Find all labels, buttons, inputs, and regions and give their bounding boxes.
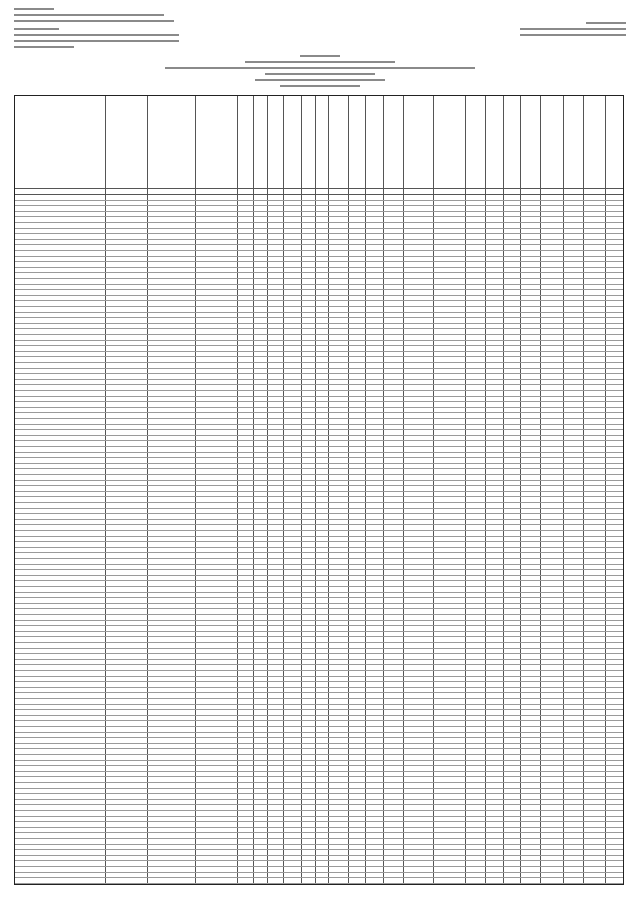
table-row bbox=[15, 592, 623, 593]
table-row bbox=[15, 317, 623, 318]
table-row bbox=[15, 256, 623, 257]
table-row bbox=[15, 519, 623, 520]
table-row bbox=[15, 866, 623, 867]
table-row bbox=[15, 384, 623, 385]
table-row bbox=[15, 732, 623, 733]
header-left-line bbox=[14, 28, 59, 30]
table-row bbox=[15, 692, 623, 693]
header-left bbox=[14, 8, 184, 52]
table-row bbox=[15, 558, 623, 559]
table-row bbox=[15, 334, 623, 335]
table-row bbox=[15, 760, 623, 761]
table-row bbox=[15, 452, 623, 453]
table-row bbox=[15, 300, 623, 301]
table-row bbox=[15, 804, 623, 805]
header-left-line bbox=[14, 40, 179, 42]
table-row bbox=[15, 468, 623, 469]
table-row bbox=[15, 446, 623, 447]
table-row bbox=[15, 295, 623, 296]
table-row bbox=[15, 323, 623, 324]
table-row bbox=[15, 513, 623, 514]
table-row bbox=[15, 306, 623, 307]
table-row bbox=[15, 765, 623, 766]
table-row bbox=[15, 547, 623, 548]
table-row bbox=[15, 261, 623, 262]
table-row bbox=[15, 564, 623, 565]
table-row bbox=[15, 653, 623, 654]
table-row bbox=[15, 541, 623, 542]
title-line bbox=[300, 55, 340, 57]
column-number-rule bbox=[15, 194, 623, 195]
table-row bbox=[15, 373, 623, 374]
table-row bbox=[15, 681, 623, 682]
table-row bbox=[15, 233, 623, 234]
table-row bbox=[15, 737, 623, 738]
table-row bbox=[15, 351, 623, 352]
table-row bbox=[15, 424, 623, 425]
table-row bbox=[15, 502, 623, 503]
table-row bbox=[15, 328, 623, 329]
table-row bbox=[15, 250, 623, 251]
table-row bbox=[15, 648, 623, 649]
table-row bbox=[15, 440, 623, 441]
table-row bbox=[15, 524, 623, 525]
title-line bbox=[245, 61, 395, 63]
table-row bbox=[15, 664, 623, 665]
table-row bbox=[15, 569, 623, 570]
table-row bbox=[15, 418, 623, 419]
table-row bbox=[15, 244, 623, 245]
table-row bbox=[15, 810, 623, 811]
table-row bbox=[15, 362, 623, 363]
table-row bbox=[15, 748, 623, 749]
table-row bbox=[15, 575, 623, 576]
table-row bbox=[15, 239, 623, 240]
table-row bbox=[15, 463, 623, 464]
table-row bbox=[15, 799, 623, 800]
table-row bbox=[15, 580, 623, 581]
header-left-line bbox=[14, 20, 174, 22]
table-row bbox=[15, 356, 623, 357]
table-row bbox=[15, 832, 623, 833]
table-row bbox=[15, 536, 623, 537]
table-row bbox=[15, 614, 623, 615]
table-row bbox=[15, 312, 623, 313]
table-row bbox=[15, 704, 623, 705]
table-row bbox=[15, 289, 623, 290]
title-line bbox=[255, 79, 385, 81]
table-row bbox=[15, 860, 623, 861]
header-bottom-rule bbox=[15, 188, 623, 189]
table-row bbox=[15, 267, 623, 268]
table-row bbox=[15, 883, 623, 884]
table-row bbox=[15, 474, 623, 475]
header-right-line bbox=[520, 34, 626, 36]
table-row bbox=[15, 480, 623, 481]
header-left-line bbox=[14, 8, 54, 10]
table-row bbox=[15, 496, 623, 497]
table-row bbox=[15, 821, 623, 822]
table-row bbox=[15, 844, 623, 845]
table-row bbox=[15, 726, 623, 727]
table-row bbox=[15, 228, 623, 229]
table-row bbox=[15, 278, 623, 279]
table-row bbox=[15, 771, 623, 772]
table-row bbox=[15, 284, 623, 285]
table-row bbox=[15, 491, 623, 492]
table-row bbox=[15, 676, 623, 677]
table-row bbox=[15, 457, 623, 458]
table-row bbox=[15, 827, 623, 828]
table-row bbox=[15, 530, 623, 531]
header-left-line bbox=[14, 34, 179, 36]
header-right-line bbox=[520, 28, 626, 30]
table-row bbox=[15, 340, 623, 341]
table-row bbox=[15, 603, 623, 604]
table-row bbox=[15, 608, 623, 609]
title-line bbox=[280, 85, 360, 87]
table-row bbox=[15, 508, 623, 509]
table-row bbox=[15, 636, 623, 637]
table-row bbox=[15, 793, 623, 794]
table-row bbox=[15, 435, 623, 436]
table-row bbox=[15, 782, 623, 783]
table-row bbox=[15, 211, 623, 212]
table-row bbox=[15, 216, 623, 217]
table-row bbox=[15, 429, 623, 430]
header-left-line bbox=[14, 14, 164, 16]
table-row bbox=[15, 838, 623, 839]
table-row bbox=[15, 272, 623, 273]
table-row bbox=[15, 485, 623, 486]
table-row bbox=[15, 709, 623, 710]
header-right-line bbox=[586, 22, 626, 24]
table-row bbox=[15, 205, 623, 206]
table-row bbox=[15, 715, 623, 716]
table-row bbox=[15, 620, 623, 621]
table-row bbox=[15, 687, 623, 688]
table-row bbox=[15, 776, 623, 777]
table-row bbox=[15, 849, 623, 850]
table-row bbox=[15, 698, 623, 699]
table-row bbox=[15, 720, 623, 721]
table-row bbox=[15, 642, 623, 643]
header-right bbox=[520, 22, 626, 40]
table-row bbox=[15, 788, 623, 789]
table-row bbox=[15, 743, 623, 744]
title-line bbox=[265, 73, 375, 75]
table-row bbox=[15, 625, 623, 626]
table-row bbox=[15, 396, 623, 397]
table-row bbox=[15, 407, 623, 408]
table-row bbox=[15, 877, 623, 878]
title-line bbox=[165, 67, 475, 69]
table-row bbox=[15, 345, 623, 346]
table-row bbox=[15, 597, 623, 598]
table-row bbox=[15, 670, 623, 671]
table-row bbox=[15, 872, 623, 873]
table-row bbox=[15, 368, 623, 369]
table-row bbox=[15, 401, 623, 402]
form-table bbox=[14, 95, 624, 885]
table-row bbox=[15, 552, 623, 553]
table-row bbox=[15, 412, 623, 413]
table-row bbox=[15, 816, 623, 817]
table-row bbox=[15, 222, 623, 223]
document-title bbox=[160, 55, 480, 91]
table-row bbox=[15, 379, 623, 380]
header-left-line bbox=[14, 46, 74, 48]
table-row bbox=[15, 659, 623, 660]
table-row bbox=[15, 855, 623, 856]
table-row bbox=[15, 390, 623, 391]
table-row bbox=[15, 754, 623, 755]
table-row bbox=[15, 586, 623, 587]
table-row bbox=[15, 631, 623, 632]
table-row bbox=[15, 200, 623, 201]
